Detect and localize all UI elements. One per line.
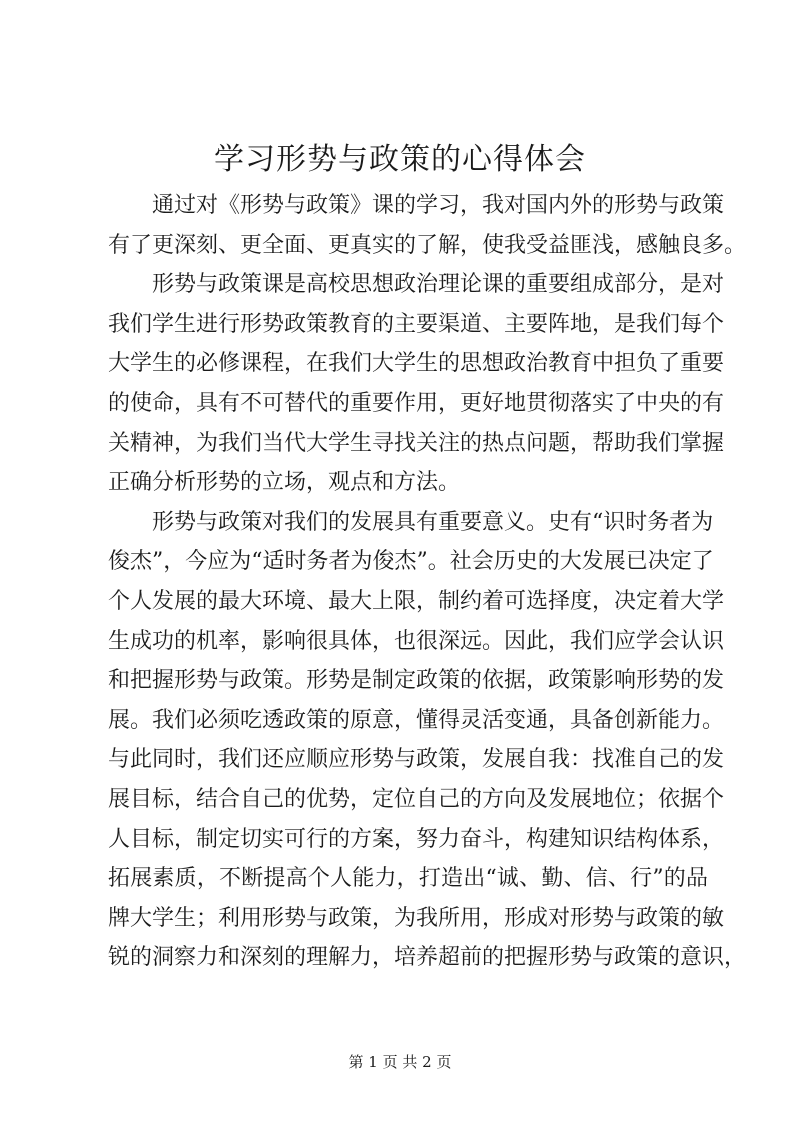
text-line: 形势与政策对我们的发展具有重要意义。史有“识时务者为 (152, 509, 714, 535)
text-line: 拓展素质，不断提高个人能力，打造出“诚、勤、信、行”的品 (108, 866, 708, 892)
text-line: 展目标，结合自己的优势，定位自己的方向及发展地位；依据个 (108, 786, 725, 812)
text-line: 牌大学生；利用形势与政策，为我所用，形成对形势与政策的敏 (108, 905, 725, 931)
text-line: 关精神，为我们当代大学生寻找关注的热点问题，帮助我们掌握 (108, 430, 725, 456)
text-line: 的使命，具有不可替代的重要作用，更好地贯彻落实了中央的有 (108, 390, 725, 416)
text-line: 和把握形势与政策。形势是制定政策的依据，政策影响形势的发 (108, 668, 725, 694)
text-line: 人目标，制定切实可行的方案，努力奋斗，构建知识结构体系， (108, 826, 725, 852)
text-line: 生成功的机率，影响很具体，也很深远。因此，我们应学会认识 (108, 628, 725, 654)
text-line: 与此同时，我们还应顺应形势与政策，发展自我：找准自己的发 (108, 747, 725, 773)
text-line: 我们学生进行形势政策教育的主要渠道、主要阵地，是我们每个 (108, 311, 725, 337)
text-line: 锐的洞察力和深刻的理解力，培养超前的把握形势与政策的意识， (108, 945, 747, 971)
text-line: 大学生的必修课程，在我们大学生的思想政治教育中担负了重要 (108, 351, 725, 377)
text-line: 个人发展的最大环境、最大上限，制约着可选择度，决定着大学 (108, 588, 725, 614)
document-body (108, 186, 747, 978)
text-line: 俊杰”，今应为“适时务者为俊杰”。社会历史的大发展已决定了 (108, 549, 714, 575)
text-line: 正确分析形势的立场，观点和方法。 (108, 470, 461, 496)
text-line: 形势与政策课是高校思想政治理论课的重要组成部分，是对 (152, 272, 725, 298)
page-footer: 第 1 页 共 2 页 (348, 1053, 452, 1071)
page-title: 学习形势与政策的心得体会 (214, 142, 586, 177)
text-line: 展。我们必须吃透政策的原意，懂得灵活变通，具备创新能力。 (108, 707, 725, 733)
text-line: 通过对《形势与政策》课的学习，我对国内外的形势与政策 (152, 193, 725, 218)
text-line: 有了更深刻、更全面、更真实的了解，使我受益匪浅，感触良多。 (108, 232, 747, 258)
